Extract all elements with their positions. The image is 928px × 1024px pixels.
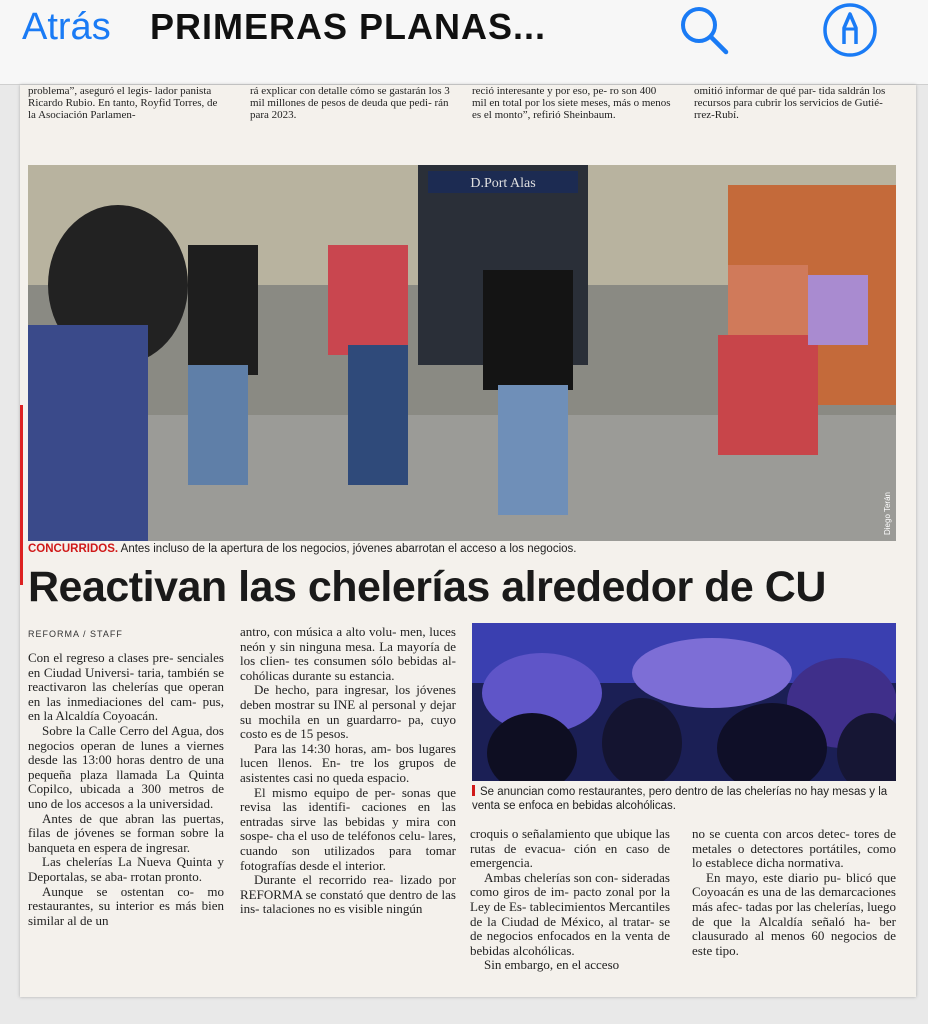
paragraph: Durante el recorrido rea- lizado por REFORMA se constató que dentro de las ins- talaciones no es visible ningún [240, 872, 456, 917]
paragraph: Antes de que abran las puertas, filas de jóvenes se forman sobre la banqueta en espera de ingresar. [28, 810, 224, 855]
storefront-sign: D.Port Alas [470, 176, 536, 191]
top-snippet-4: omitió informar de qué par- tida saldrán los recursos para cubrir los servicios de Gutié- rrez-Rubí. [694, 85, 886, 121]
article-column-4 [692, 827, 896, 958]
search-icon[interactable] [676, 2, 732, 58]
top-snippet-1: problema”, aseguró el legis- lador panista Ricardo Rubio. En tanto, Royfid Torres, de la Asociación Parlamen- [28, 85, 218, 121]
newspaper-page [20, 85, 916, 997]
main-photo [28, 165, 896, 541]
caption-text: Se anuncian como restaurantes, pero dentro de las chelerías no hay mesas y la venta se enfoca en bebidas alcohólicas. [472, 786, 888, 812]
paragraph: Las chelerías La Nueva Quinta y Deportalas, se aba- rrotan pronto. [28, 854, 224, 884]
article-column-1 [28, 651, 224, 928]
paragraph: Con el regreso a clases pre- senciales en Ciudad Universi- taria, también se reactivaron las chelerías que operan en las inmediaciones del cam- pus, en la Alcaldía Coyoacán. [28, 650, 224, 724]
article-byline: REFORMA / STAFF [28, 629, 123, 639]
interior-photo-caption [472, 785, 896, 813]
article-column-3 [470, 827, 670, 973]
top-snippet-2: rá explicar con detalle cómo se gastarán los 3 mil millones de pesos de deuda que pedi- rán para 2023. [250, 85, 450, 121]
article-column-2 [240, 625, 456, 917]
back-button[interactable]: Atrás [22, 6, 111, 48]
caption-text: Antes incluso de la apertura de los negocios, jóvenes abarrotan el acceso a los negocios. [118, 543, 577, 555]
document-title: PRIMERAS PLANAS... [150, 6, 547, 47]
page-edge-mark [20, 405, 23, 585]
paragraph: El mismo equipo de per- sonas que revisa las identifi- caciones en las entradas sirve las bebidas y mira con sospe- cha el uso de teléfonos celu- lares, cuando son utilizados para tomar fotografías desde el interior. [240, 784, 456, 873]
caption-marker [472, 785, 475, 796]
paragraph: Sin embargo, en el acceso [484, 957, 620, 973]
caption-tag: CONCURRIDOS. [28, 543, 119, 555]
paragraph: Sobre la Calle Cerro del Agua, dos negocios operan de lunes a viernes desde las 13:00 horas dentro de una pequeña plaza llamada La Quinta Copilco, ubicada a 300 metros de uno de los accesos a la universidad. [28, 722, 224, 811]
interior-photo [472, 623, 896, 781]
paragraph: De hecho, para ingresar, los jóvenes deben mostrar su INE al personal y dejar su mochila en un guardarro- pa, cuyo costo es de 15 pesos. [240, 682, 456, 742]
paragraph: Aunque se ostentan co- mo restaurantes, su interior es más bien similar al de un [28, 883, 224, 928]
paragraph: no se cuenta con arcos detec- tores de metales o detectores portátiles, como lo establece dicha normativa. [692, 826, 896, 871]
paragraph: Ambas chelerías son con- sideradas como giros de im- pacto zonal por la Ley de Es- tablecimientos Mercantiles de la Ciudad de México, al tratar- se de negocios enfocados en la venta de bebidas alcohólicas. [470, 869, 670, 958]
top-snippet-3: reció interesante y por eso, pe- ro son 400 mil en total por los siete meses, más o menos es el monto”, refirió Sheinbaum. [472, 85, 671, 121]
paragraph: En mayo, este diario pu- blicó que Coyoacán es una de las demarcaciones más afec- tadas por las chelerías, luego de que la Alcaldía señaló ha- ber clausurado al menos 60 negocios de este tipo. [692, 869, 896, 958]
markup-pen-icon[interactable] [822, 2, 878, 58]
nav-bar [0, 0, 928, 85]
main-photo-caption [28, 543, 896, 555]
photo-credit: Diego Terán [883, 492, 892, 535]
paragraph: croquis o señalamiento que ubique las rutas de evacua- ción en caso de emergencia. [470, 826, 670, 871]
paragraph: antro, con música a alto volu- men, luces neón y sin ninguna mesa. La mayoría de los clien- tes consumen sólo bebidas al- cohólicas durante su estancia. [240, 624, 456, 683]
paragraph: Para las 14:30 horas, am- bos lugares lucen llenos. En- tre los grupos de asistentes casi no queda espacio. [240, 740, 456, 785]
article-headline: Reactivan las chelerías alrededor de CU [28, 563, 826, 611]
